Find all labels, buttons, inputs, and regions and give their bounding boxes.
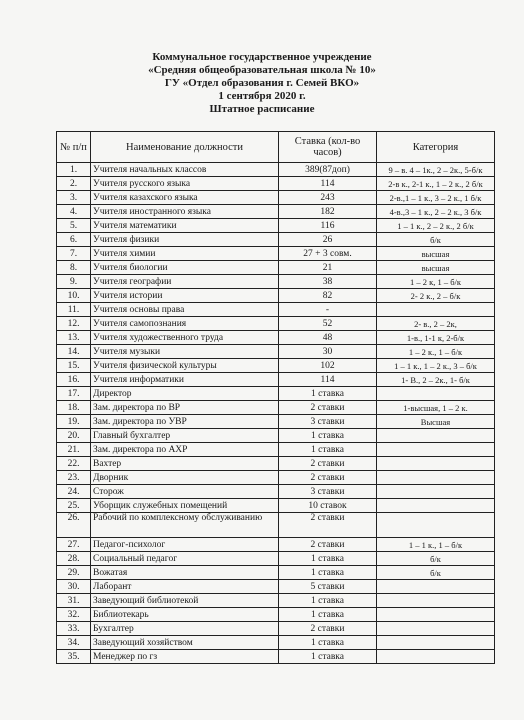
table-row	[57, 580, 495, 594]
row-number: 16.	[57, 373, 91, 387]
rate-value: 389(87доп)	[279, 163, 377, 177]
row-number: 12.	[57, 317, 91, 331]
table-row	[57, 485, 495, 499]
rate-value: 1 ставка	[279, 387, 377, 401]
rate-value: 2 ставки	[279, 471, 377, 485]
position-name: Учителя математики	[91, 219, 279, 233]
rate-value: 2 ставки	[279, 513, 377, 538]
rate-value: 1 ставка	[279, 650, 377, 664]
rate-value: 2 ставки	[279, 401, 377, 415]
row-number: 33.	[57, 622, 91, 636]
row-number: 6.	[57, 233, 91, 247]
rate-value: 21	[279, 261, 377, 275]
rate-value: 116	[279, 219, 377, 233]
row-number: 18.	[57, 401, 91, 415]
date-line: 1 сентября 2020 г.	[218, 90, 306, 102]
position-name: Учителя информатики	[91, 373, 279, 387]
category-value	[377, 471, 495, 485]
table-row	[57, 415, 495, 429]
category-value	[377, 650, 495, 664]
document-title: Штатное расписание	[209, 103, 315, 115]
table-row	[57, 317, 495, 331]
category-value	[377, 636, 495, 650]
category-value	[377, 303, 495, 317]
table-row	[57, 401, 495, 415]
category-value	[377, 594, 495, 608]
position-name: Учителя начальных классов	[91, 163, 279, 177]
position-name: Учителя художественного труда	[91, 331, 279, 345]
table-row	[57, 636, 495, 650]
category-value: 1 – 1 к., 1 – 2 к., 3 – б/к	[377, 359, 495, 373]
category-value: 4-в.,3 – 1 к., 2 – 2 к., 3 б/к	[377, 205, 495, 219]
row-number: 28.	[57, 552, 91, 566]
position-name: Учителя химии	[91, 247, 279, 261]
category-value	[377, 622, 495, 636]
table-row	[57, 177, 495, 191]
row-number: 26.	[57, 513, 91, 538]
row-number: 10.	[57, 289, 91, 303]
position-name: Рабочий по комплексному обслуживанию	[91, 513, 279, 538]
position-name: Учителя русского языка	[91, 177, 279, 191]
category-value	[377, 429, 495, 443]
header-rate: Ставка (кол-во часов)	[279, 132, 377, 163]
category-value: 2- в., 2 – 2к,	[377, 317, 495, 331]
category-value: 1-в., 1-1 к, 2-б/к	[377, 331, 495, 345]
position-name: Бухгалтер	[91, 622, 279, 636]
position-name: Главный бухгалтер	[91, 429, 279, 443]
row-number: 21.	[57, 443, 91, 457]
row-number: 2.	[57, 177, 91, 191]
table-row	[57, 163, 495, 177]
document-header	[0, 51, 524, 116]
category-value	[377, 387, 495, 401]
table-row	[57, 205, 495, 219]
row-number: 8.	[57, 261, 91, 275]
rate-value: 182	[279, 205, 377, 219]
rate-value: 82	[279, 289, 377, 303]
table-row	[57, 650, 495, 664]
row-number: 20.	[57, 429, 91, 443]
position-name: Учителя физической культуры	[91, 359, 279, 373]
rate-value: 48	[279, 331, 377, 345]
position-name: Вожатая	[91, 566, 279, 580]
position-name: Учителя физики	[91, 233, 279, 247]
table-row	[57, 233, 495, 247]
position-name: Учителя биологии	[91, 261, 279, 275]
department-line: ГУ «Отдел образования г. Семей ВКО»	[164, 77, 360, 89]
position-name: Директор	[91, 387, 279, 401]
table-row	[57, 566, 495, 580]
row-number: 29.	[57, 566, 91, 580]
table-row	[57, 289, 495, 303]
category-value: 1-высшая, 1 – 2 к.	[377, 401, 495, 415]
row-number: 19.	[57, 415, 91, 429]
rate-value: 27 + 3 совм.	[279, 247, 377, 261]
category-value: 2- 2 к., 2 – б/к	[377, 289, 495, 303]
table-row	[57, 443, 495, 457]
category-value: 9 – в. 4 – 1к., 2 – 2к., 5-б/к	[377, 163, 495, 177]
rate-value: 1 ставка	[279, 594, 377, 608]
org-type-line: Коммунальное государственное учреждение	[152, 51, 372, 63]
rate-value: 2 ставки	[279, 538, 377, 552]
table-row	[57, 261, 495, 275]
rate-value: -	[279, 303, 377, 317]
row-number: 11.	[57, 303, 91, 317]
rate-value: 38	[279, 275, 377, 289]
table-body	[57, 163, 495, 664]
table-row	[57, 499, 495, 513]
row-number: 17.	[57, 387, 91, 401]
row-number: 4.	[57, 205, 91, 219]
category-value: б/к	[377, 233, 495, 247]
table-row	[57, 373, 495, 387]
category-value	[377, 443, 495, 457]
row-number: 22.	[57, 457, 91, 471]
rate-value: 1 ставка	[279, 566, 377, 580]
table-row	[57, 359, 495, 373]
category-value	[377, 457, 495, 471]
position-name: Учителя казахского языка	[91, 191, 279, 205]
rate-value: 2 ставки	[279, 457, 377, 471]
row-number: 31.	[57, 594, 91, 608]
rate-value: 243	[279, 191, 377, 205]
table-row	[57, 345, 495, 359]
category-value	[377, 513, 495, 538]
rate-value: 5 ставки	[279, 580, 377, 594]
table-row	[57, 303, 495, 317]
position-name: Педагог-психолог	[91, 538, 279, 552]
header-num: № п/п	[57, 132, 91, 163]
category-value: 1 – 2 к, 1 – б/к	[377, 275, 495, 289]
position-name: Вахтер	[91, 457, 279, 471]
position-name: Дворник	[91, 471, 279, 485]
position-name: Лаборант	[91, 580, 279, 594]
table-row	[57, 552, 495, 566]
table-row	[57, 387, 495, 401]
position-name: Сторож	[91, 485, 279, 499]
rate-value: 30	[279, 345, 377, 359]
row-number: 24.	[57, 485, 91, 499]
table-row	[57, 191, 495, 205]
position-name: Учителя истории	[91, 289, 279, 303]
category-value	[377, 485, 495, 499]
rate-value: 3 ставки	[279, 485, 377, 499]
category-value: высшая	[377, 247, 495, 261]
category-value: 1 – 1 к., 1 – б/к	[377, 538, 495, 552]
rate-value: 1 ставка	[279, 636, 377, 650]
table-header-row	[57, 132, 495, 163]
category-value	[377, 499, 495, 513]
row-number: 35.	[57, 650, 91, 664]
table-row	[57, 275, 495, 289]
header-position: Наименование должности	[91, 132, 279, 163]
table-row	[57, 247, 495, 261]
rate-value: 10 ставок	[279, 499, 377, 513]
position-name: Учителя иностранного языка	[91, 205, 279, 219]
position-name: Зам. директора по УВР	[91, 415, 279, 429]
row-number: 1.	[57, 163, 91, 177]
rate-value: 1 ставка	[279, 443, 377, 457]
table-row	[57, 513, 495, 538]
rate-value: 1 ставка	[279, 429, 377, 443]
category-value: б/к	[377, 566, 495, 580]
position-name: Заведующий хозяйством	[91, 636, 279, 650]
row-number: 34.	[57, 636, 91, 650]
position-name: Учителя географии	[91, 275, 279, 289]
table-row	[57, 219, 495, 233]
table-row	[57, 608, 495, 622]
position-name: Менеджер по гз	[91, 650, 279, 664]
row-number: 15.	[57, 359, 91, 373]
rate-value: 1 ставка	[279, 608, 377, 622]
position-name: Заведующий библиотекой	[91, 594, 279, 608]
category-value: 1- В., 2 – 2к., 1- б/к	[377, 373, 495, 387]
position-name: Зам. директора по АХР	[91, 443, 279, 457]
table-row	[57, 457, 495, 471]
rate-value: 114	[279, 177, 377, 191]
table-row	[57, 471, 495, 485]
category-value: 1 – 2 к., 1 – б/к	[377, 345, 495, 359]
row-number: 14.	[57, 345, 91, 359]
school-name-line: «Средняя общеобразовательная школа № 10»	[148, 64, 376, 76]
rate-value: 114	[279, 373, 377, 387]
table-row	[57, 622, 495, 636]
category-value: 1 – 1 к., 2 – 2 к., 2 б/к	[377, 219, 495, 233]
table-row	[57, 331, 495, 345]
row-number: 3.	[57, 191, 91, 205]
header-category: Категория	[377, 132, 495, 163]
row-number: 5.	[57, 219, 91, 233]
table-row	[57, 594, 495, 608]
rate-value: 52	[279, 317, 377, 331]
category-value	[377, 580, 495, 594]
row-number: 30.	[57, 580, 91, 594]
position-name: Зам. директора по ВР	[91, 401, 279, 415]
category-value	[377, 608, 495, 622]
position-name: Уборщик служебных помещений	[91, 499, 279, 513]
position-name: Социальный педагог	[91, 552, 279, 566]
row-number: 32.	[57, 608, 91, 622]
rate-value: 26	[279, 233, 377, 247]
row-number: 23.	[57, 471, 91, 485]
category-value: б/к	[377, 552, 495, 566]
category-value: 2-в.,1 – 1 к., 3 – 2 к., 1 б/к	[377, 191, 495, 205]
table-row	[57, 538, 495, 552]
category-value: Высшая	[377, 415, 495, 429]
row-number: 9.	[57, 275, 91, 289]
row-number: 25.	[57, 499, 91, 513]
position-name: Библиотекарь	[91, 608, 279, 622]
rate-value: 2 ставки	[279, 622, 377, 636]
table-row	[57, 429, 495, 443]
staff-schedule-table	[56, 131, 495, 664]
position-name: Учителя основы права	[91, 303, 279, 317]
rate-value: 3 ставки	[279, 415, 377, 429]
category-value: высшая	[377, 261, 495, 275]
category-value: 2-в к., 2-1 к., 1 – 2 к., 2 б/к	[377, 177, 495, 191]
position-name: Учителя музыки	[91, 345, 279, 359]
rate-value: 102	[279, 359, 377, 373]
position-name: Учителя самопознания	[91, 317, 279, 331]
rate-value: 1 ставка	[279, 552, 377, 566]
row-number: 13.	[57, 331, 91, 345]
row-number: 7.	[57, 247, 91, 261]
row-number: 27.	[57, 538, 91, 552]
